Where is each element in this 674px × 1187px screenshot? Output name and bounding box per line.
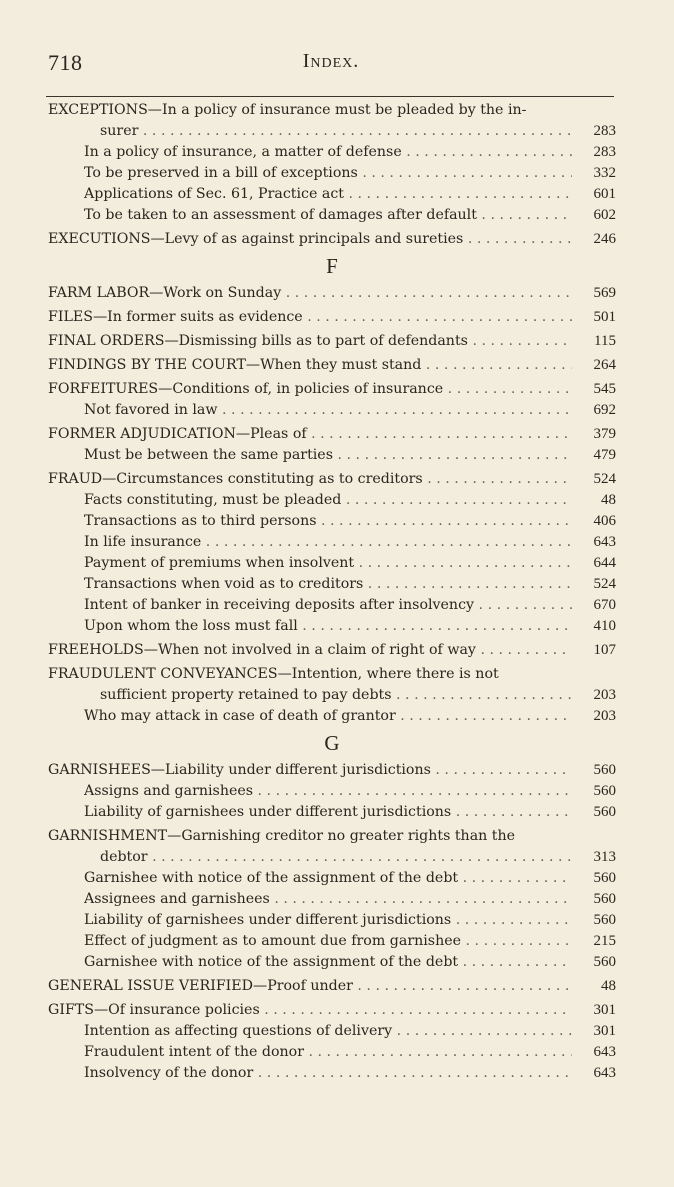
entry-text: FINDINGS BY THE COURT—When they must stand . . . bbox=[48, 355, 572, 376]
index-entry bbox=[48, 379, 616, 400]
index-entry bbox=[48, 889, 616, 910]
entry-page-number: 692 bbox=[593, 402, 616, 418]
index-entry bbox=[48, 910, 616, 931]
entry-page-number: 406 bbox=[593, 513, 616, 529]
page-number: 718 bbox=[48, 50, 83, 75]
entry-page-number: 560 bbox=[593, 891, 616, 907]
index-entry bbox=[48, 1042, 616, 1063]
index-entry bbox=[48, 685, 616, 706]
entry-page-number: 264 bbox=[593, 357, 616, 373]
entry-text: GARNISHEES—Liability under different jurisdictions . . . bbox=[48, 760, 572, 781]
index-entry bbox=[48, 445, 616, 466]
index-entry bbox=[48, 163, 616, 184]
entry-page-number: 670 bbox=[593, 597, 616, 613]
index-entry bbox=[48, 283, 616, 304]
index-entry bbox=[48, 952, 616, 973]
index-entry bbox=[48, 205, 616, 226]
entry-page-number: 643 bbox=[593, 534, 616, 550]
section-letter: F bbox=[326, 254, 338, 278]
index-entry bbox=[48, 424, 616, 445]
entry-page-number: 524 bbox=[593, 576, 616, 592]
index-entry bbox=[48, 553, 616, 574]
entry-text: Upon whom the loss must fall . . . bbox=[84, 616, 572, 637]
entry-text: debtor . . . bbox=[100, 847, 572, 868]
entry-page-number: 560 bbox=[593, 912, 616, 928]
entry-text: FARM LABOR—Work on Sunday . . . bbox=[48, 283, 572, 304]
entry-page-number: 332 bbox=[593, 165, 616, 181]
entry-text: FORFEITURES—Conditions of, in policies of insurance . . . bbox=[48, 379, 572, 400]
entry-text: In life insurance . . . bbox=[84, 532, 572, 553]
entry-page-number: 643 bbox=[593, 1065, 616, 1081]
entry-page-number: 644 bbox=[593, 555, 616, 571]
index-entry bbox=[48, 490, 616, 511]
entry-text: Assigns and garnishees . . . bbox=[84, 781, 572, 802]
entry-text: EXCEPTIONS—In a policy of insurance must be pleaded by the in- bbox=[48, 102, 527, 118]
entry-page-number: 501 bbox=[593, 309, 616, 325]
entry-page-number: 545 bbox=[593, 381, 616, 397]
entry-text: GIFTS—Of insurance policies . . . bbox=[48, 1000, 572, 1021]
entry-text: Payment of premiums when insolvent . . . bbox=[84, 553, 572, 574]
index-entry bbox=[48, 142, 616, 163]
entry-page-number: 246 bbox=[593, 231, 616, 247]
index-entry bbox=[48, 331, 616, 352]
entry-page-number: 48 bbox=[601, 492, 616, 508]
entry-page-number: 560 bbox=[593, 762, 616, 778]
entry-text: Applications of Sec. 61, Practice act . . . bbox=[84, 184, 572, 205]
entry-text: EXECUTIONS—Levy of as against principals and sureties . . . bbox=[48, 229, 572, 250]
entry-text: Assignees and garnishees . . . bbox=[84, 889, 572, 910]
entry-page-number: 479 bbox=[593, 447, 616, 463]
entry-text: FRAUD—Circumstances constituting as to creditors . . . bbox=[48, 469, 572, 490]
index-entry bbox=[48, 400, 616, 421]
index-entry bbox=[48, 664, 616, 685]
index-entry bbox=[48, 640, 616, 661]
index-entry bbox=[48, 826, 616, 847]
index-entry bbox=[48, 469, 616, 490]
entry-text: Intent of banker in receiving deposits after insolvency . . . bbox=[84, 595, 572, 616]
entry-text: FORMER ADJUDICATION—Pleas of . . . bbox=[48, 424, 572, 445]
entry-page-number: 643 bbox=[593, 1044, 616, 1060]
index-entry bbox=[48, 532, 616, 553]
entry-page-number: 301 bbox=[593, 1023, 616, 1039]
entry-text: Garnishee with notice of the assignment of the debt . . . bbox=[84, 868, 572, 889]
index-entry bbox=[48, 976, 616, 997]
entry-text: Who may attack in case of death of grantor . . . bbox=[84, 706, 572, 727]
index-entries bbox=[48, 100, 616, 1084]
entry-page-number: 560 bbox=[593, 783, 616, 799]
section-letter: G bbox=[324, 731, 340, 755]
entry-text: FINAL ORDERS—Dismissing bills as to part of defendants . . . bbox=[48, 331, 572, 352]
entry-page-number: 48 bbox=[601, 978, 616, 994]
entry-text: Intention as affecting questions of delivery . . . bbox=[84, 1021, 572, 1042]
entry-text: Insolvency of the donor . . . bbox=[84, 1063, 572, 1084]
entry-text: To be preserved in a bill of exceptions . . . bbox=[84, 163, 572, 184]
entry-text: To be taken to an assessment of damages after default . . . bbox=[84, 205, 572, 226]
entry-page-number: 283 bbox=[593, 144, 616, 160]
index-entry bbox=[48, 1000, 616, 1021]
index-entry bbox=[48, 511, 616, 532]
entry-text: FILES—In former suits as evidence . . . bbox=[48, 307, 572, 328]
entry-page-number: 560 bbox=[593, 804, 616, 820]
entry-page-number: 601 bbox=[593, 186, 616, 202]
entry-page-number: 569 bbox=[593, 285, 616, 301]
entry-text: GARNISHMENT—Garnishing creditor no greater rights than the bbox=[48, 828, 516, 844]
entry-page-number: 410 bbox=[593, 618, 616, 634]
index-entry bbox=[48, 121, 616, 142]
index-entry bbox=[48, 229, 616, 250]
entry-text: Effect of judgment as to amount due from garnishee . . . bbox=[84, 931, 572, 952]
entry-text: Must be between the same parties . . . bbox=[84, 445, 572, 466]
entry-text: In a policy of insurance, a matter of defense . . . bbox=[84, 142, 572, 163]
page-header bbox=[48, 50, 614, 80]
entry-page-number: 215 bbox=[593, 933, 616, 949]
entry-text: FREEHOLDS—When not involved in a claim of right of way . . . bbox=[48, 640, 572, 661]
index-entry bbox=[48, 706, 616, 727]
entry-page-number: 283 bbox=[593, 123, 616, 139]
entry-page-number: 560 bbox=[593, 870, 616, 886]
entry-page-number: 115 bbox=[594, 333, 616, 349]
entry-page-number: 203 bbox=[593, 708, 616, 724]
index-entry bbox=[48, 307, 616, 328]
entry-page-number: 524 bbox=[593, 471, 616, 487]
index-entry bbox=[48, 100, 616, 121]
entry-page-number: 203 bbox=[593, 687, 616, 703]
entry-text: Liability of garnishees under different jurisdictions . . . bbox=[84, 802, 572, 823]
entry-text: GENERAL ISSUE VERIFIED—Proof under . . . bbox=[48, 976, 572, 997]
entry-text: Not favored in law . . . bbox=[84, 400, 572, 421]
entry-text: Transactions when void as to creditors . . . bbox=[84, 574, 572, 595]
index-entry bbox=[48, 802, 616, 823]
entry-page-number: 560 bbox=[593, 954, 616, 970]
entry-text: Transactions as to third persons . . . bbox=[84, 511, 572, 532]
entry-text: Facts constituting, must be pleaded . . . bbox=[84, 490, 572, 511]
index-entry bbox=[48, 931, 616, 952]
entry-text: sufficient property retained to pay debts . . . bbox=[100, 685, 572, 706]
index-entry bbox=[48, 355, 616, 376]
entry-text: Fraudulent intent of the donor . . . bbox=[84, 1042, 572, 1063]
entry-text: surer . . . bbox=[100, 121, 572, 142]
entry-page-number: 107 bbox=[593, 642, 616, 658]
entry-page-number: 602 bbox=[593, 207, 616, 223]
index-entry bbox=[48, 574, 616, 595]
header-rule bbox=[46, 96, 614, 97]
entry-page-number: 379 bbox=[593, 426, 616, 442]
index-entry bbox=[48, 847, 616, 868]
entry-page-number: 313 bbox=[593, 849, 616, 865]
index-entry bbox=[48, 616, 616, 637]
index-entry bbox=[48, 184, 616, 205]
entry-page-number: 301 bbox=[593, 1002, 616, 1018]
index-entry bbox=[48, 760, 616, 781]
running-head: Index. bbox=[302, 50, 360, 72]
index-entry bbox=[48, 868, 616, 889]
index-entry bbox=[48, 781, 616, 802]
entry-text: Liability of garnishees under different jurisdictions . . . bbox=[84, 910, 572, 931]
index-entry bbox=[48, 595, 616, 616]
index-entry bbox=[48, 1021, 616, 1042]
entry-text: Garnishee with notice of the assignment of the debt . . . bbox=[84, 952, 572, 973]
index-entry bbox=[48, 1063, 616, 1084]
entry-text: FRAUDULENT CONVEYANCES—Intention, where there is not bbox=[48, 666, 499, 682]
